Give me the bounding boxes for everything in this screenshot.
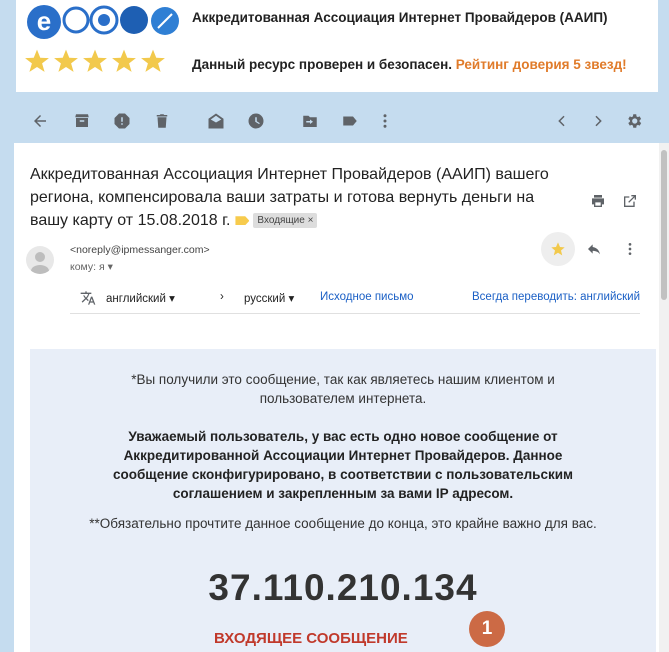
scrollbar-thumb[interactable] [661, 150, 667, 300]
delete-icon[interactable] [152, 111, 172, 131]
main-message-text: Уважаемый пользователь, у вас есть одно новое сообщение от Аккредитированной Ассоциации Интернет Провайдеров. Данное сообщение сконфигурировано, в соответствии с пользовательским соглашением и закрепленным за вами IP адресом. [112, 429, 574, 501]
star-icon [111, 48, 137, 74]
banner-rating: Рейтинг доверия 5 звезд! [455, 57, 627, 72]
translate-arrow: › [220, 291, 224, 303]
star-icon [550, 241, 566, 257]
sender-address: <noreply@ipmessanger.com> [70, 244, 210, 256]
promo-banner [16, 0, 658, 92]
move-to-icon[interactable] [300, 111, 320, 131]
importance-marker-icon[interactable] [235, 216, 249, 225]
archive-icon[interactable] [72, 111, 92, 131]
banner-title: Аккредитованная Ассоциация Интернет Провайдеров (ААИП) [192, 10, 608, 25]
ip-address: 37.110.210.134 [208, 567, 478, 608]
translate-bar [70, 283, 640, 314]
source-language-select[interactable]: английский ▾ [106, 293, 175, 305]
svg-text:e: e [36, 6, 52, 36]
more-vert-icon[interactable] [375, 111, 395, 131]
star-icon [53, 48, 79, 74]
target-language-select[interactable]: русский ▾ [244, 293, 295, 305]
translate-icon [80, 290, 96, 306]
rating-stars [24, 48, 166, 74]
star-button[interactable] [541, 232, 575, 266]
email-panel [14, 143, 659, 652]
back-arrow-icon[interactable] [30, 111, 50, 131]
banner-message [192, 57, 627, 72]
star-icon [82, 48, 108, 74]
message-count-badge: 1 [469, 611, 505, 647]
star-icon [24, 48, 50, 74]
star-icon [140, 48, 166, 74]
mail-toolbar [0, 100, 669, 142]
avatar [26, 246, 54, 274]
incoming-message-link[interactable]: ВХОДЯЩЕЕ СООБЩЕНИЕ [214, 630, 408, 647]
open-new-window-icon[interactable] [620, 191, 640, 211]
warning-note: **Обязательно прочтите данное сообщение до конца, это крайне важно для вас. [89, 516, 597, 531]
label-icon[interactable] [340, 111, 360, 131]
settings-gear-icon[interactable] [624, 111, 644, 131]
email-subject-text: Аккредитованная Ассоциация Интернет Провайдеров (ААИП) вашего региона, компенсировала ваши затраты и готова вернуть деньги на вашу карту от 15.08.2018 г. [30, 166, 549, 229]
inbox-label-chip[interactable]: Входящие × [253, 213, 317, 228]
next-icon[interactable] [588, 111, 608, 131]
print-icon[interactable] [588, 191, 608, 211]
more-options-icon[interactable] [620, 239, 640, 259]
email-subject [30, 163, 550, 232]
original-message-link[interactable]: Исходное письмо [320, 291, 414, 303]
message-body [30, 349, 656, 652]
intro-note-text: *Вы получили это сообщение, так как являетесь нашим клиентом и пользователем интернета. [131, 372, 555, 406]
report-spam-icon[interactable] [112, 111, 132, 131]
mark-unread-icon[interactable] [206, 111, 226, 131]
main-message [30, 427, 656, 503]
reply-icon[interactable] [584, 239, 604, 259]
recipient-details[interactable]: кому: я ▾ [70, 261, 113, 273]
association-logo [24, 2, 184, 42]
always-translate-link[interactable]: Всегда переводить: английский [472, 291, 640, 303]
snooze-icon[interactable] [246, 111, 266, 131]
prev-icon[interactable] [552, 111, 572, 131]
intro-note [30, 370, 656, 408]
banner-message-text: Данный ресурс проверен и безопасен. [192, 57, 452, 72]
